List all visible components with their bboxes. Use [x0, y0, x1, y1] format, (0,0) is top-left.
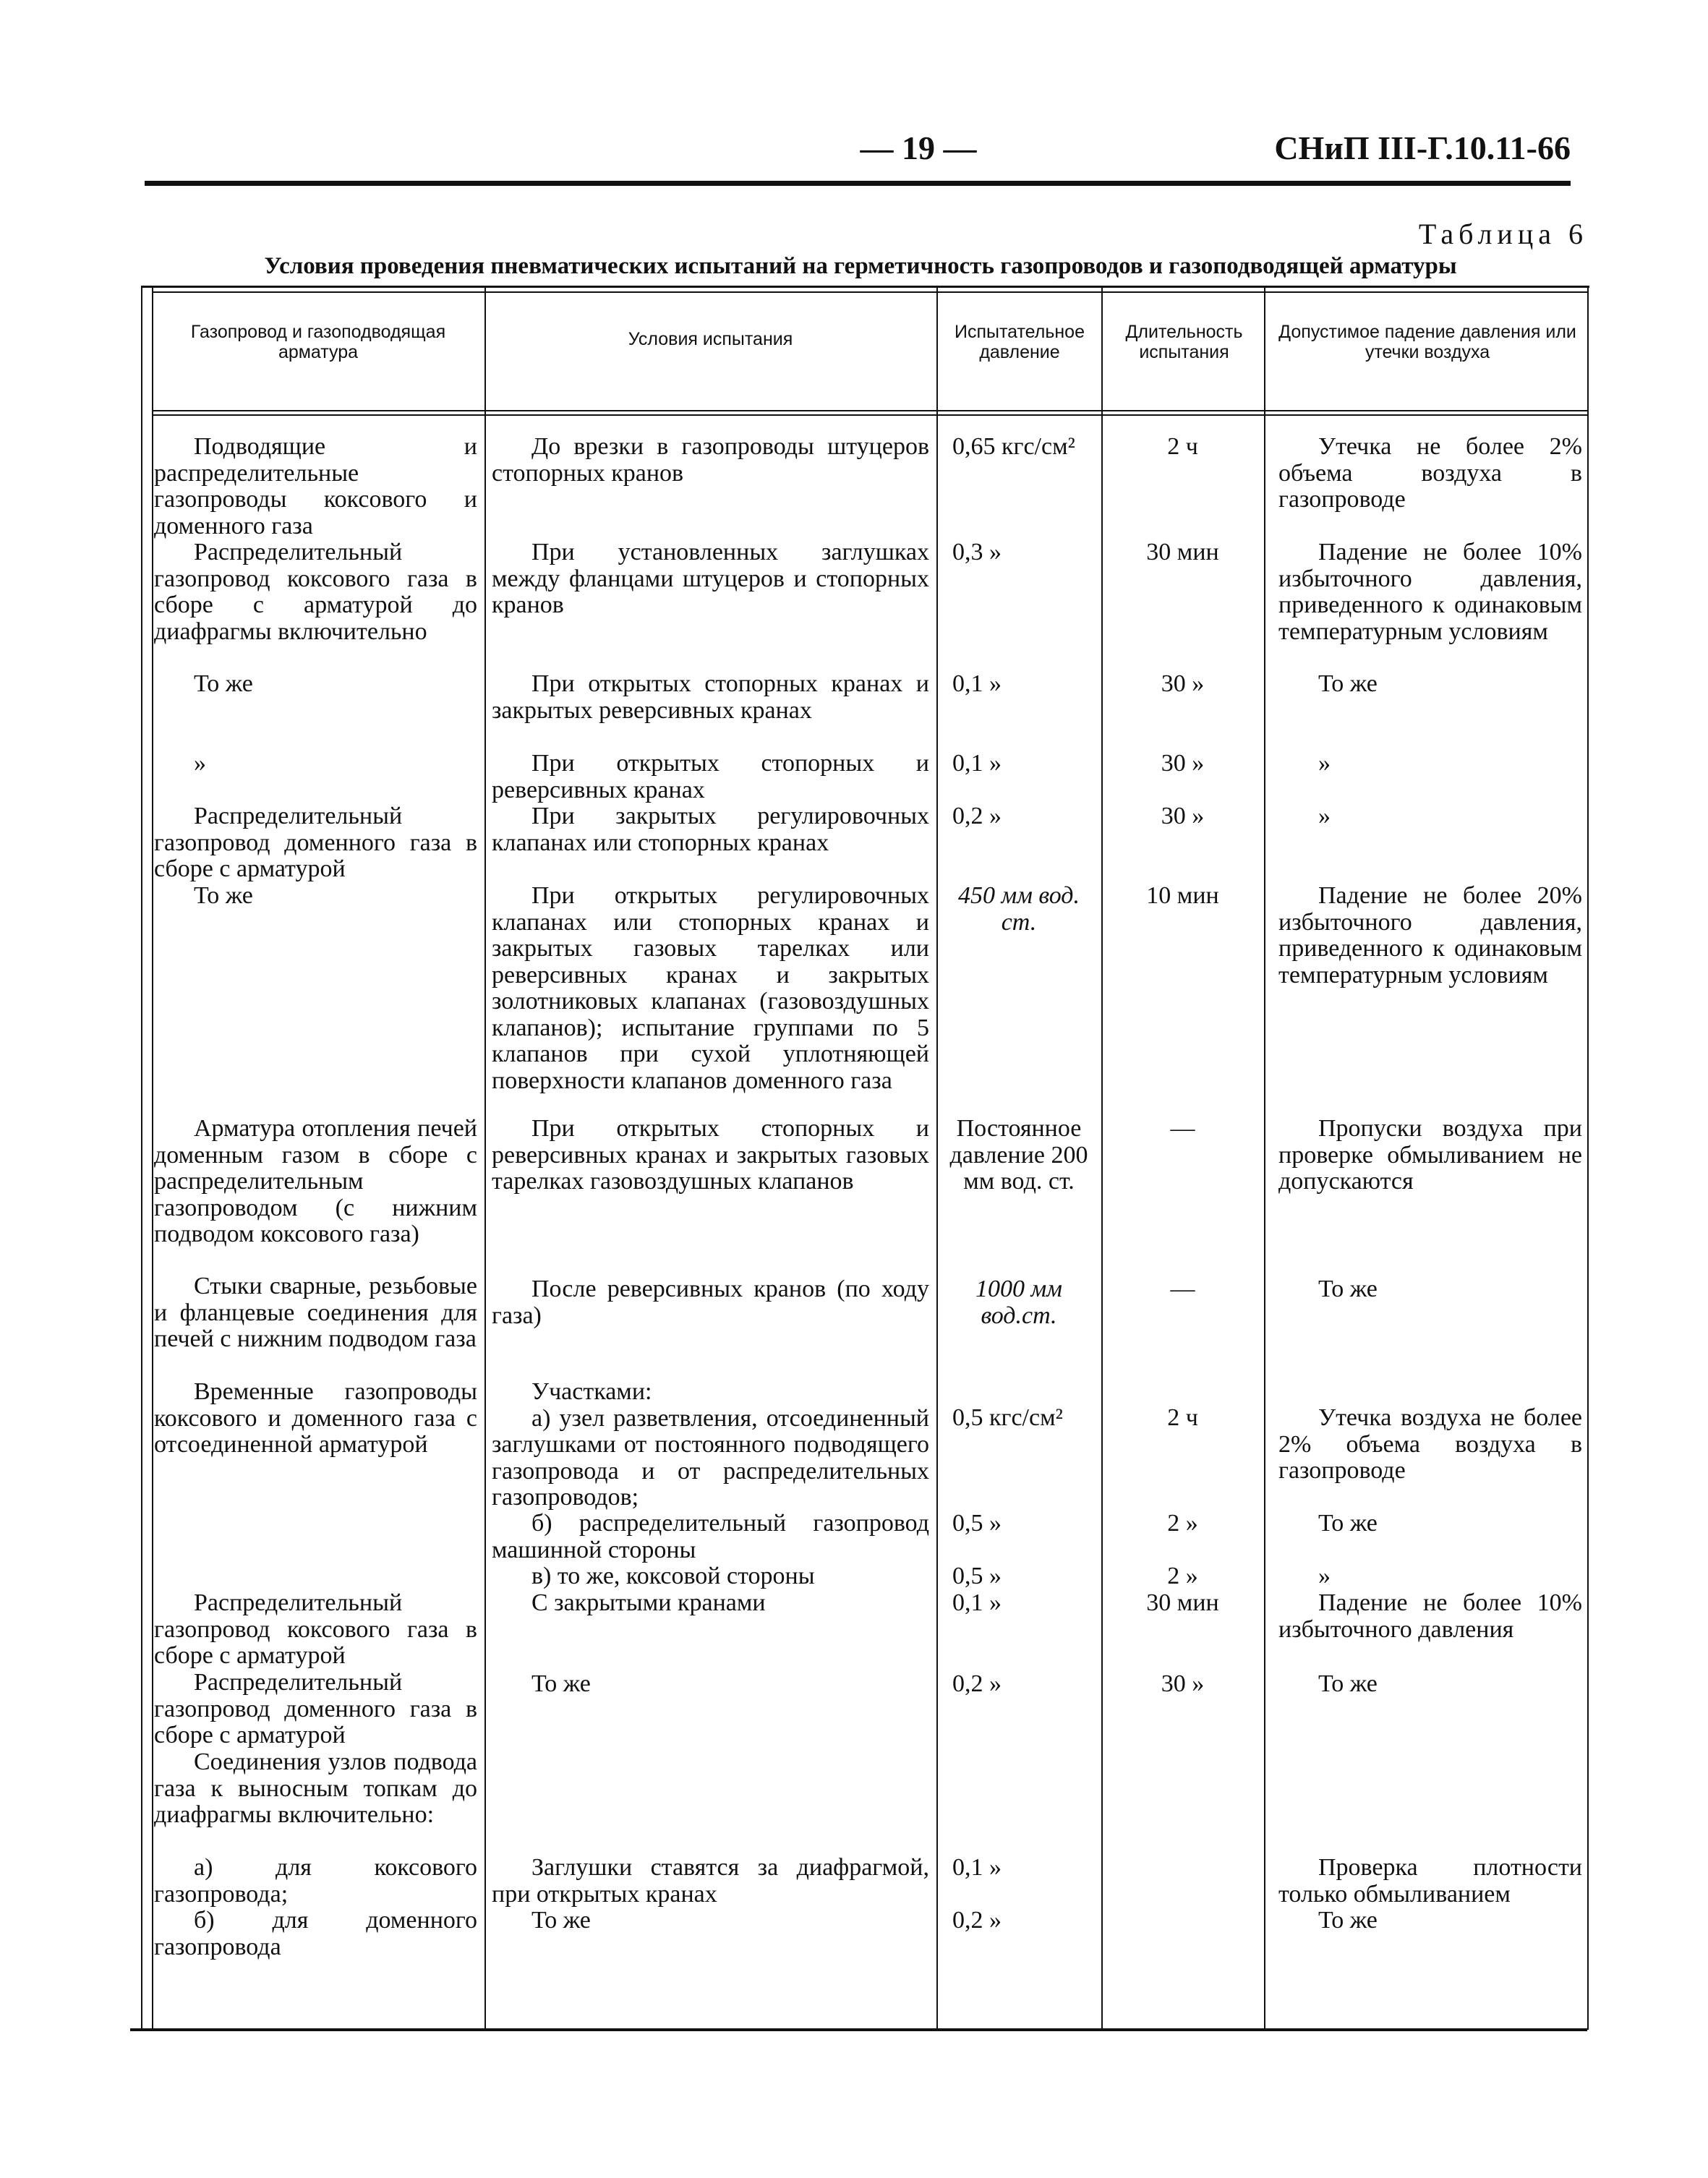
header-bottom-rule — [152, 410, 1587, 411]
duration-cell: 30 » — [1161, 670, 1205, 697]
table-body — [141, 434, 1589, 1960]
pipeline-cell: Распределительный газопровод коксового газа в сборе с арматурой до диафрагмы включительно — [154, 539, 477, 645]
table-row — [141, 1908, 1589, 1960]
condition-cell: После реверсивных кранов (по ходу газа) — [492, 1276, 929, 1329]
allowed-cell: » — [1318, 1563, 1331, 1589]
table-row — [141, 434, 1589, 539]
pipeline-cell: То же — [194, 882, 253, 909]
condition-cell: При закрытых регулировочных клапанах или стопорных кранах — [492, 803, 929, 856]
pressure-cell: 1000 мм вод.ст. — [975, 1276, 1062, 1329]
table-row — [141, 1379, 1589, 1511]
allowed-cell: То же — [1318, 670, 1378, 697]
page-number: — 19 — — [860, 129, 977, 166]
allowed-cell: То же — [1318, 1510, 1378, 1537]
duration-cell — [1101, 1908, 1264, 1960]
duration-cell: — — [1170, 1276, 1195, 1302]
pipeline-cell: Подводящие и распределительные газопроводы коксового и доменного газа — [154, 433, 477, 539]
table-row — [141, 1116, 1589, 1273]
allowed-cell: Проверка плотности только обмыливанием — [1278, 1854, 1582, 1908]
condition-cell — [484, 1749, 936, 1855]
test-conditions-table — [141, 286, 1589, 2039]
pipeline-cell — [141, 1563, 484, 1590]
header-conditions: Условия испытания — [628, 329, 793, 349]
table-row — [141, 751, 1589, 803]
pressure-cell: 450 мм вод. ст. — [958, 882, 1080, 936]
pipeline-cell: Временные газопроводы коксового и доменного газа с отсоединенной арматурой — [154, 1378, 477, 1458]
pressure-cell: 0,1 » — [952, 1854, 1002, 1881]
allowed-cell: Падение не более 10% избыточного давления, приведенного к одинаковым температурным условиям — [1278, 539, 1582, 645]
pressure-cell: 0,5 кгс/см² — [952, 1404, 1063, 1431]
allowed-cell: » — [1318, 803, 1331, 829]
table-row — [141, 1749, 1589, 1855]
pipeline-cell: Стыки сварные, резьбовые и фланцевые соединения для печей с нижним подводом газа — [154, 1273, 477, 1352]
pipeline-cell: б) для доменного газопровода — [154, 1907, 477, 1960]
allowed-cell: То же — [1318, 1907, 1378, 1934]
table-row — [141, 671, 1589, 751]
table-row — [141, 1855, 1589, 1908]
pipeline-cell: То же — [194, 670, 253, 697]
header-pipeline: Газопровод и газоподводящая арматура — [190, 322, 446, 362]
allowed-cell: » — [1318, 750, 1331, 777]
condition-cell: Участками: а) узел разветвления, отсоединенный заглушками от постоянного подводящего газопровода и от распределительных газопроводов; — [492, 1378, 929, 1511]
pressure-cell: 0,5 » — [952, 1510, 1002, 1537]
duration-cell: 2 » — [1167, 1510, 1198, 1537]
duration-cell: 30 » — [1161, 803, 1205, 829]
table-row — [141, 1563, 1589, 1590]
duration-cell: 2 ч — [1167, 1404, 1198, 1431]
pressure-cell: 0,2 » — [952, 1907, 1002, 1934]
table-top-rule — [141, 286, 1589, 288]
duration-cell: — — [1170, 1115, 1195, 1142]
table-label: Таблица 6 — [1418, 218, 1588, 250]
condition-intro: Участками: — [531, 1378, 652, 1405]
header-pressure: Испытательное давление — [955, 322, 1085, 362]
pressure-cell: 0,1 » — [952, 1589, 1002, 1616]
allowed-cell — [1264, 1749, 1589, 1855]
table-row — [141, 883, 1589, 1116]
table-row — [141, 1273, 1589, 1379]
pipeline-cell: Арматура отопления печей доменным газом в сборе с распределительным газопроводом (с нижним подводом коксового газа) — [154, 1115, 477, 1247]
table-row — [141, 1670, 1589, 1749]
pressure-cell: 0,5 » — [952, 1563, 1002, 1589]
duration-cell: 30 мин — [1146, 1589, 1219, 1616]
condition-cell: Заглушки ставятся за диафрагмой, при открытых кранах — [492, 1854, 929, 1908]
pressure-cell — [936, 1749, 1101, 1855]
condition-cell: До врезки в газопроводы штуцеров стопорных кранов — [492, 433, 929, 487]
table-row — [141, 803, 1589, 883]
pressure-cell: 0,65 кгс/см² — [952, 433, 1075, 460]
duration-cell: 30 » — [1161, 1670, 1205, 1697]
table-row — [141, 1590, 1589, 1670]
pressure-cell: 0,1 » — [952, 750, 1002, 777]
allowed-cell: То же — [1318, 1276, 1378, 1302]
allowed-cell: Падение не более 10% избыточного давления — [1278, 1589, 1582, 1643]
header-rule — [145, 181, 1571, 186]
pressure-cell: Постоянное давление 200 мм вод. ст. — [949, 1115, 1088, 1195]
condition-cell: б) распределительный газопровод машинной стороны — [492, 1510, 929, 1563]
pressure-cell: 0,2 » — [952, 803, 1002, 829]
table-title: Условия проведения пневматических испытаний на герметичность газопроводов и газоподводящей арматуры — [264, 253, 1457, 279]
condition-cell: То же — [531, 1907, 591, 1934]
header-bottom-rule-inner — [152, 414, 1587, 416]
pipeline-cell — [141, 1511, 484, 1563]
pipeline-cell: Распределительный газопровод доменного газа в сборе с арматурой — [154, 1669, 477, 1748]
duration-cell: 2 ч — [1167, 433, 1198, 460]
duration-cell: 2 » — [1167, 1563, 1198, 1589]
condition-cell: При открытых стопорных и реверсивных кранах — [492, 750, 929, 803]
header-allowed-drop: Допустимое падение давления или утечки воздуха — [1278, 322, 1576, 362]
duration-cell: 30 » — [1161, 750, 1205, 777]
pressure-cell: 0,3 » — [952, 539, 1002, 565]
table-top-rule-inner — [152, 291, 1587, 293]
condition-cell: При установленных заглушках между фланцами штуцеров и стопорных кранов — [492, 539, 929, 618]
duration-cell — [1101, 1749, 1264, 1855]
condition-cell: При открытых стопорных и реверсивных кранах и закрытых газовых тарелках газовоздушных клапанов — [492, 1115, 929, 1195]
table-row — [141, 1511, 1589, 1563]
condition-cell: То же — [531, 1670, 591, 1697]
header-duration: Длительность испытания — [1125, 322, 1243, 362]
duration-cell: 10 мин — [1146, 882, 1219, 909]
condition-cell: При открытых стопорных кранах и закрытых реверсивных кранах — [492, 670, 929, 724]
pipeline-cell: Распределительный газопровод коксового газа в сборе с арматурой — [154, 1589, 477, 1669]
condition-cell: в) то же, коксовой стороны — [531, 1563, 815, 1589]
allowed-cell: Падение не более 20% избыточного давления, приведенного к одинаковым температурным условиям — [1278, 882, 1582, 988]
duration-cell — [1101, 1855, 1264, 1908]
pipeline-cell: Распределительный газопровод доменного газа в сборе с арматурой — [154, 803, 477, 882]
table-row — [141, 539, 1589, 671]
duration-cell: 30 мин — [1146, 539, 1219, 565]
allowed-cell: Утечка не более 2% объема воздуха в газопроводе — [1278, 433, 1582, 513]
pipeline-cell: » — [194, 750, 206, 777]
page-header — [145, 121, 1571, 179]
condition-cell: С закрытыми кранами — [531, 1589, 766, 1616]
allowed-cell: Утечка воздуха не более 2% объема воздуха в газопроводе — [1278, 1404, 1582, 1484]
table-bottom-rule — [130, 2028, 1587, 2031]
document-code: СНиП III-Г.10.11-66 — [1274, 129, 1571, 166]
pressure-cell: 0,1 » — [952, 670, 1002, 697]
allowed-cell: Пропуски воздуха при проверке обмыливанием не допускаются — [1278, 1115, 1582, 1195]
pressure-cell: 0,2 » — [952, 1670, 1002, 1697]
pipeline-cell: Соединения узлов подвода газа к выносным топкам до диафрагмы включительно: — [154, 1748, 477, 1828]
condition-cell: При открытых регулировочных клапанах или стопорных кранах и закрытых газовых тарелках или реверсивных кранах и закрытых золотниковых клапанах (газовоздушных клапанов); испытание группами по 5 клапанов при сухой уплотняющей поверхности клапанов доменного газа — [492, 882, 929, 1094]
allowed-cell: То же — [1318, 1670, 1378, 1697]
pipeline-cell: а) для коксового газопровода; — [154, 1854, 477, 1908]
